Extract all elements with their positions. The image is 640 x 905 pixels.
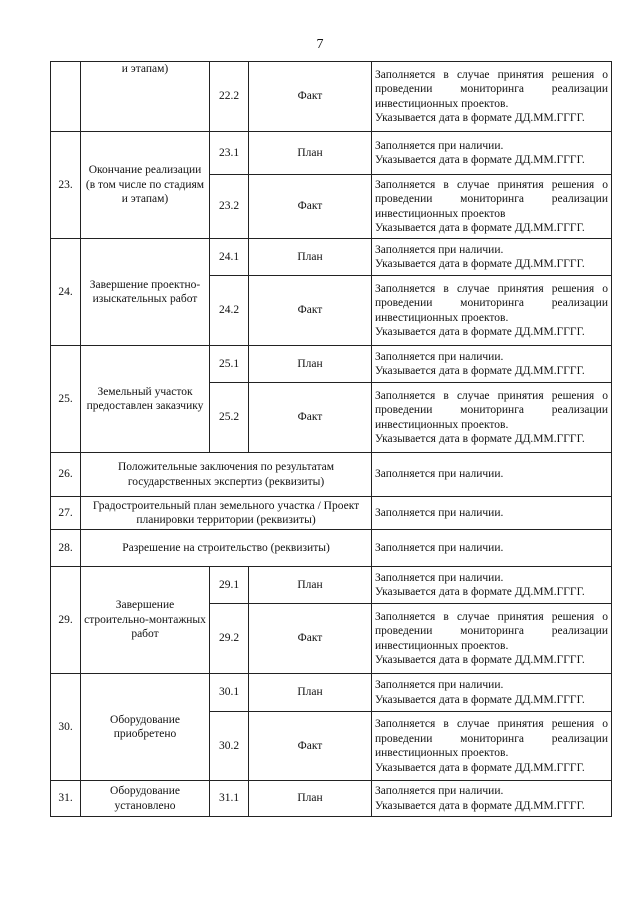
sub-code: 25.1 bbox=[210, 346, 249, 383]
row-name: Завершение строительно-монтажных работ bbox=[81, 567, 210, 674]
value-type: Факт bbox=[249, 276, 372, 346]
row-number: 24. bbox=[51, 239, 81, 346]
description-line: Заполняется в случае принятия решения о проведении мониторинга реализации инвестиционных проектов. bbox=[375, 718, 608, 759]
description-line: Указывается дата в формате ДД.ММ.ГГГГ. bbox=[375, 654, 585, 666]
row-name: Разрешение на строительство (реквизиты) bbox=[81, 530, 372, 567]
row-name: Земельный участок предоставлен заказчику bbox=[81, 346, 210, 453]
row-description bbox=[372, 62, 612, 132]
row-description bbox=[372, 712, 612, 781]
table-row bbox=[51, 497, 612, 530]
sub-code: 29.1 bbox=[210, 567, 249, 604]
table-row bbox=[51, 346, 612, 383]
table-row bbox=[51, 453, 612, 497]
description-line: Заполняется при наличии. bbox=[375, 785, 504, 797]
table-row bbox=[51, 132, 612, 175]
row-description bbox=[372, 781, 612, 817]
row-number: 29. bbox=[51, 567, 81, 674]
description-line: Заполняется при наличии. bbox=[375, 571, 504, 584]
row-description bbox=[372, 346, 612, 383]
sub-code: 29.2 bbox=[210, 604, 249, 674]
sub-code: 30.2 bbox=[210, 712, 249, 781]
sub-code: 24.1 bbox=[210, 239, 249, 276]
value-type: План bbox=[249, 674, 372, 712]
description-line: Заполняется при наличии. bbox=[375, 350, 504, 363]
indicators-table bbox=[50, 61, 612, 817]
description-line: Указывается дата в формате ДД.ММ.ГГГГ. bbox=[375, 433, 585, 445]
description-line: Указывается дата в формате ДД.ММ.ГГГГ. bbox=[375, 326, 585, 338]
row-number: 27. bbox=[51, 497, 81, 530]
description-line: Заполняется в случае принятия решения о проведении мониторинга реализации инвестиционных проектов. bbox=[375, 389, 608, 431]
description-line: Заполняется при наличии. bbox=[375, 243, 504, 256]
row-number: 28. bbox=[51, 530, 81, 567]
description-line: Указывается дата в формате ДД.ММ.ГГГГ. bbox=[375, 365, 585, 377]
row-name: Завершение проектно-изыскательных работ bbox=[81, 239, 210, 346]
description-line: Указывается дата в формате ДД.ММ.ГГГГ. bbox=[375, 112, 585, 124]
row-description: Заполняется при наличии. bbox=[372, 497, 612, 530]
description-line: Указывается дата в формате ДД.ММ.ГГГГ. bbox=[375, 761, 585, 774]
sub-code: 23.2 bbox=[210, 175, 249, 239]
row-name: Окончание реализации (в том числе по стадиям и этапам) bbox=[81, 132, 210, 239]
sub-code: 25.2 bbox=[210, 383, 249, 453]
description-line: Заполняется при наличии. bbox=[375, 679, 504, 691]
row-description bbox=[372, 567, 612, 604]
row-description bbox=[372, 239, 612, 276]
row-name: Оборудование установлено bbox=[81, 781, 210, 817]
page-number: 7 bbox=[316, 37, 324, 52]
sub-code: 31.1 bbox=[210, 781, 249, 817]
value-type: Факт bbox=[249, 175, 372, 239]
row-name: Градостроительный план земельного участка / Проект планировки территории (реквизиты) bbox=[81, 497, 372, 530]
row-description bbox=[372, 383, 612, 453]
row-description bbox=[372, 604, 612, 674]
row-description: Заполняется при наличии. bbox=[372, 453, 612, 497]
sub-code: 22.2 bbox=[210, 62, 249, 132]
row-description bbox=[372, 175, 612, 239]
table-row bbox=[51, 567, 612, 604]
description-line: Заполняется в случае принятия решения о проведении мониторинга реализации инвестиционных проектов. bbox=[375, 610, 608, 652]
description-line: Заполняется в случае принятия решения о проведении мониторинга реализации инвестиционных проектов. bbox=[375, 282, 608, 324]
row-name: Оборудование приобретено bbox=[81, 674, 210, 781]
row-number bbox=[51, 62, 81, 132]
description-line: Указывается дата в формате ДД.ММ.ГГГГ. bbox=[375, 222, 585, 234]
row-description: Заполняется при наличии. bbox=[372, 530, 612, 567]
sub-code: 24.2 bbox=[210, 276, 249, 346]
table-row bbox=[51, 239, 612, 276]
value-type: Факт bbox=[249, 62, 372, 132]
table-row bbox=[51, 674, 612, 712]
row-description bbox=[372, 132, 612, 175]
table-row bbox=[51, 530, 612, 567]
sub-code: 30.1 bbox=[210, 674, 249, 712]
description-line: Заполняется в случае принятия решения о проведении мониторинга реализации инвестиционных проектов bbox=[375, 178, 608, 220]
description-line: Указывается дата в формате ДД.ММ.ГГГГ. bbox=[375, 693, 585, 706]
row-number: 30. bbox=[51, 674, 81, 781]
value-type: План bbox=[249, 781, 372, 817]
value-type: Факт bbox=[249, 712, 372, 781]
value-type: План bbox=[249, 346, 372, 383]
table-row bbox=[51, 62, 612, 132]
value-type: Факт bbox=[249, 604, 372, 674]
row-number: 23. bbox=[51, 132, 81, 239]
row-name: Положительные заключения по результатам государственных экспертиз (реквизиты) bbox=[81, 453, 372, 497]
value-type: План bbox=[249, 239, 372, 276]
sub-code: 23.1 bbox=[210, 132, 249, 175]
value-type: План bbox=[249, 132, 372, 175]
value-type: План bbox=[249, 567, 372, 604]
description-line: Указывается дата в формате ДД.ММ.ГГГГ. bbox=[375, 258, 585, 270]
row-number: 26. bbox=[51, 453, 81, 497]
row-description bbox=[372, 674, 612, 712]
value-type: Факт bbox=[249, 383, 372, 453]
table-row bbox=[51, 781, 612, 817]
description-line: Указывается дата в формате ДД.ММ.ГГГГ. bbox=[375, 586, 585, 598]
row-number: 25. bbox=[51, 346, 81, 453]
description-line: Заполняется при наличии. bbox=[375, 139, 504, 152]
description-line: Указывается дата в формате ДД.ММ.ГГГГ. bbox=[375, 154, 585, 166]
row-description bbox=[372, 276, 612, 346]
description-line: Указывается дата в формате ДД.ММ.ГГГГ. bbox=[375, 799, 585, 812]
description-line: Заполняется в случае принятия решения о проведении мониторинга реализации инвестиционных проектов. bbox=[375, 68, 608, 110]
row-number: 31. bbox=[51, 781, 81, 817]
row-name: и этапам) bbox=[81, 62, 210, 132]
